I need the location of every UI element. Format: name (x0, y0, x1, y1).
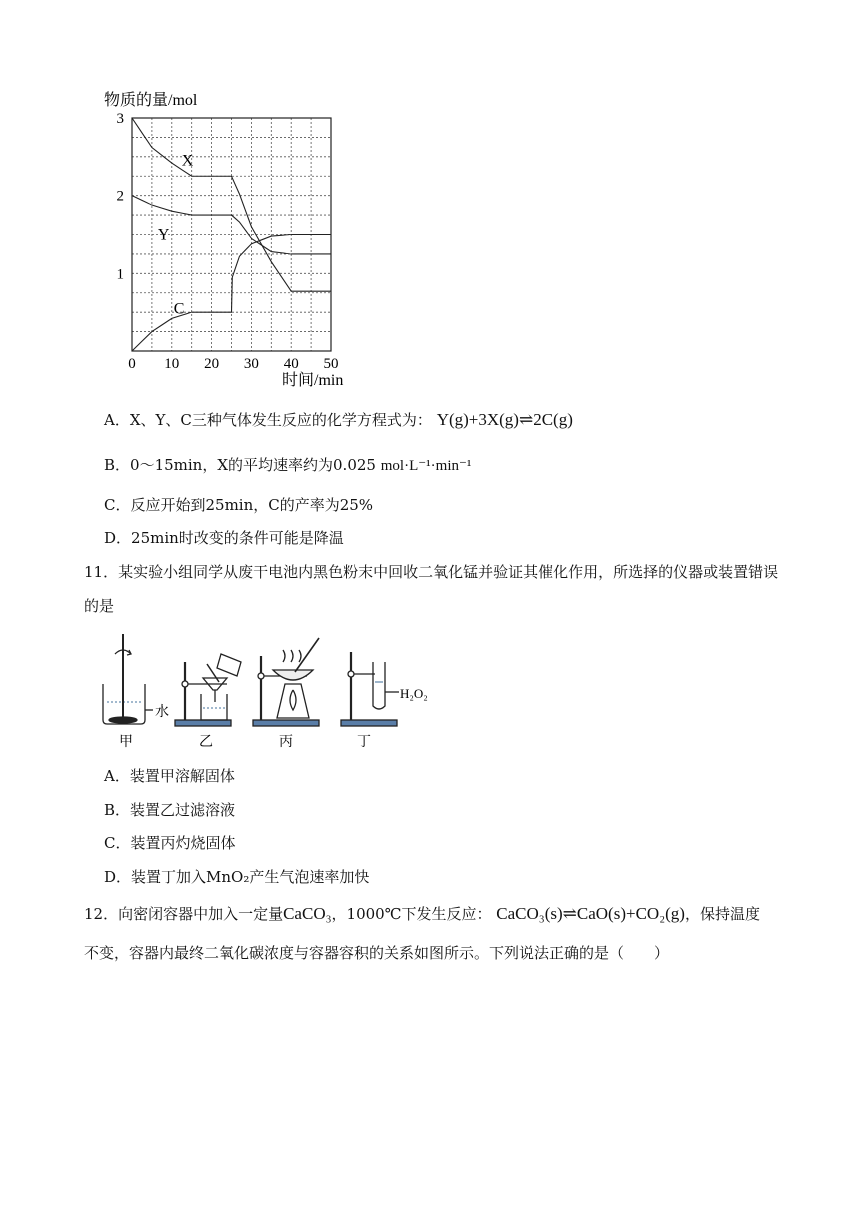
label-jia: 甲 (119, 735, 133, 750)
q12-stem-line2: 不变，容器内最终二氧化碳浓度与容器容积的关系如图所示。下列说法正确的是（ ） (84, 944, 670, 962)
apparatus-svg (95, 632, 455, 752)
series-line-Y (132, 196, 331, 254)
x-tick-label: 40 (283, 356, 299, 372)
q10-option-b (104, 455, 471, 476)
q11-option-d: D．装置丁加入MnO₂产生气泡速率加快 (104, 868, 370, 886)
x-tick-label: 50 (323, 356, 339, 372)
apparatus-yi (175, 654, 241, 726)
series-label-C: C (173, 300, 185, 318)
q10-option-a-text: A．X、Y、C三种气体发生反应的化学方程式为： (104, 411, 432, 429)
series-label-X: X (181, 152, 194, 170)
q12-stem-line1 (84, 904, 760, 924)
q12-reaction-equation: CaCO₃(s)⇌CaO(s)+CO₂(g) (496, 904, 685, 923)
label-water: 水 (155, 705, 169, 720)
apparatus-bing (253, 638, 319, 726)
y-tick-label: 2 (116, 188, 124, 205)
q10-option-a (104, 410, 573, 430)
q12-stem-prefix: 12．向密闭容器中加入一定量 (84, 905, 284, 923)
q10-option-a-formula: Y(g)+3X(g)⇌2C(g) (436, 410, 573, 429)
x-tick-label: 10 (164, 356, 180, 372)
x-tick-label: 20 (204, 356, 220, 372)
chart-svg (0, 0, 380, 400)
label-h2o2: H₂O₂ (400, 686, 428, 701)
y-tick-label: 3 (116, 111, 124, 127)
q11-option-b: B．装置乙过滤溶液 (104, 801, 236, 819)
q10-option-d: D．25min时改变的条件可能是降温 (104, 529, 344, 547)
label-bing: 丙 (279, 735, 293, 750)
x-tick-label: 30 (243, 356, 259, 372)
q11-stem-line2: 的是 (84, 597, 115, 615)
y-tick-label: 1 (116, 266, 124, 283)
label-ding: 丁 (357, 735, 371, 750)
apparatus-figure (95, 632, 455, 756)
q10-option-b-unit: mol·L⁻¹·min⁻¹ (380, 458, 472, 474)
q12-formula-caco3: CaCO₃ (283, 904, 332, 923)
series-label-Y: Y (157, 226, 170, 244)
apparatus-jia (103, 634, 153, 724)
chart-ticks (117, 111, 339, 372)
q11-option-a: A．装置甲溶解固体 (104, 767, 235, 785)
q10-option-c: C．反应开始到25min，C的产率为25% (104, 496, 374, 514)
chart-y-axis-label: 物质的量/mol (104, 92, 198, 109)
q12-stem-mid: ，1000℃下发生反应： (331, 905, 492, 923)
chart-x-axis-label: 时间/min (282, 372, 344, 389)
q10-option-b-text: B．0～15min，X的平均速率约为0.025 (104, 456, 376, 474)
apparatus-ding (341, 652, 399, 726)
label-yi: 乙 (199, 735, 213, 750)
q12-stem-suffix: ，保持温度 (684, 905, 760, 923)
q11-stem-line1: 11．某实验小组同学从废干电池内黑色粉末中回收二氧化锰并验证其催化作用，所选择的仪器或装置错误 (84, 563, 779, 581)
x-tick-label: 0 (128, 356, 136, 372)
q11-option-c: C．装置丙灼烧固体 (104, 834, 236, 852)
chart-figure (0, 0, 380, 404)
